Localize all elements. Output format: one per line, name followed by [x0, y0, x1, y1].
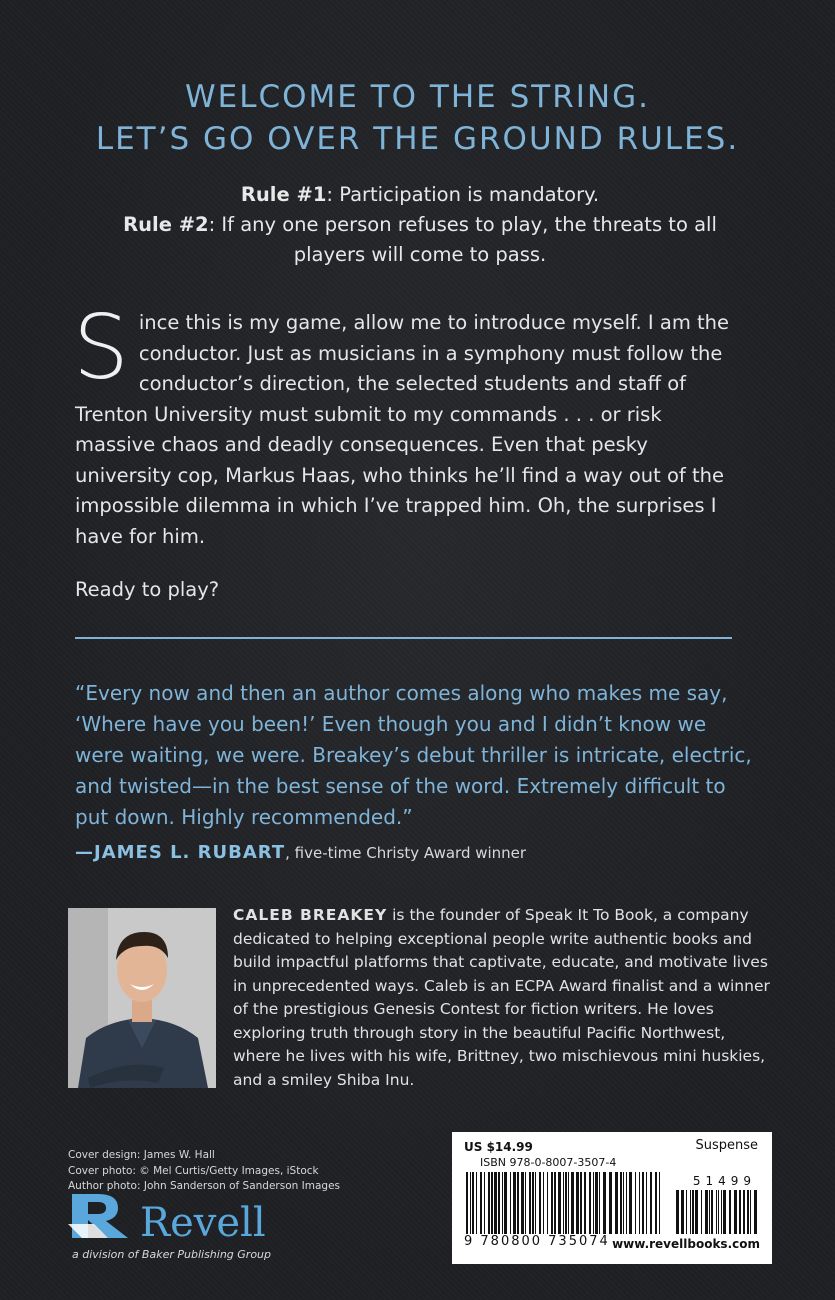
publisher-url: www.revellbooks.com [612, 1237, 760, 1251]
price-addon-code: 51499 [692, 1174, 756, 1188]
credit-author-photo: Author photo: John Sanderson of Sanderson Images [68, 1180, 340, 1192]
author-name: CALEB BREAKEY [233, 906, 388, 924]
publisher-subtitle: a division of Baker Publishing Group [72, 1248, 272, 1261]
synopsis-paragraph [73, 296, 735, 552]
rule-1-text: : Participation is mandatory. [326, 183, 600, 206]
rule-1-label: Rule #1 [240, 183, 327, 206]
ground-rules [90, 180, 750, 270]
author-bio-text: is the founder of Speak It To Book, a company dedicated to helping exceptional people write authentic books and build impactful platforms that captivate, educate, and motivate lives in unprecedented ways. Caleb is an ECPA Award finalist and a winner of the prestigious Genesis Contest for fiction writers. He loves exploring truth through story in the beautiful Pacific Northwest, where he lives with his wife, Brittney, two mischievous mini huskies, and a smiley Shiba Inu. [233, 906, 770, 1089]
endorsement-attribution [75, 842, 526, 863]
endorser-role: , five-time Christy Award winner [285, 844, 527, 862]
price-barcode [676, 1190, 760, 1234]
isbn: ISBN 978-0-8007-3507-4 [480, 1156, 617, 1169]
isbn-barcode [466, 1172, 666, 1234]
rule-1 [90, 180, 750, 210]
endorser-name: —JAMES L. RUBART [75, 842, 286, 863]
headline-line-2: LET’S GO OVER THE GROUND RULES. [95, 121, 740, 157]
synopsis-text: ince this is my game, allow me to introduce myself. I am the conductor. Just as musicians in a symphony must follow the conductor’s direction, the selected students and staff of Trenton University must submit to my commands . . . or risk massive chaos and deadly consequences. Even that pesky university cop, Markus Haas, who thinks he’ll find a way out of the impossible dilemma in which I’ve trapped him. Oh, the surprises I have for him. [75, 311, 730, 548]
rule-2-text: : If any one person refuses to play, the threats to all players will come to pass. [208, 213, 717, 266]
author-portrait-image [68, 908, 216, 1088]
headline-line-1: WELCOME TO THE STRING. [185, 79, 650, 115]
headline [0, 76, 835, 160]
genre: Suspense [695, 1138, 758, 1153]
author-bio [233, 904, 773, 1092]
price: US $14.99 [464, 1140, 533, 1154]
credit-cover-design: Cover design: James W. Hall [68, 1149, 215, 1161]
section-divider [75, 637, 732, 639]
rule-2-label: Rule #2 [123, 213, 209, 236]
barcode-number: 9 780800 735074 [464, 1234, 610, 1249]
endorsement-quote: “Every now and then an author comes along who makes me say, ‘Where have you been!’ Even though you and I didn’t know we were waiting, we were. Breakey’s debut thriller is intricate, electric, and twisted—in the best sense of the word. Extremely difficult to put down. Highly recommended.” [75, 681, 752, 829]
author-photo [68, 908, 216, 1088]
revell-logo-icon [68, 1188, 132, 1242]
ready-to-play: Ready to play? [75, 578, 220, 601]
drop-cap: S [73, 296, 129, 399]
credit-cover-photo: Cover photo: © Mel Curtis/Getty Images, iStock [68, 1164, 319, 1177]
publisher-name: Revell [140, 1200, 266, 1246]
rule-2 [90, 210, 750, 270]
barcode-panel [452, 1132, 772, 1264]
